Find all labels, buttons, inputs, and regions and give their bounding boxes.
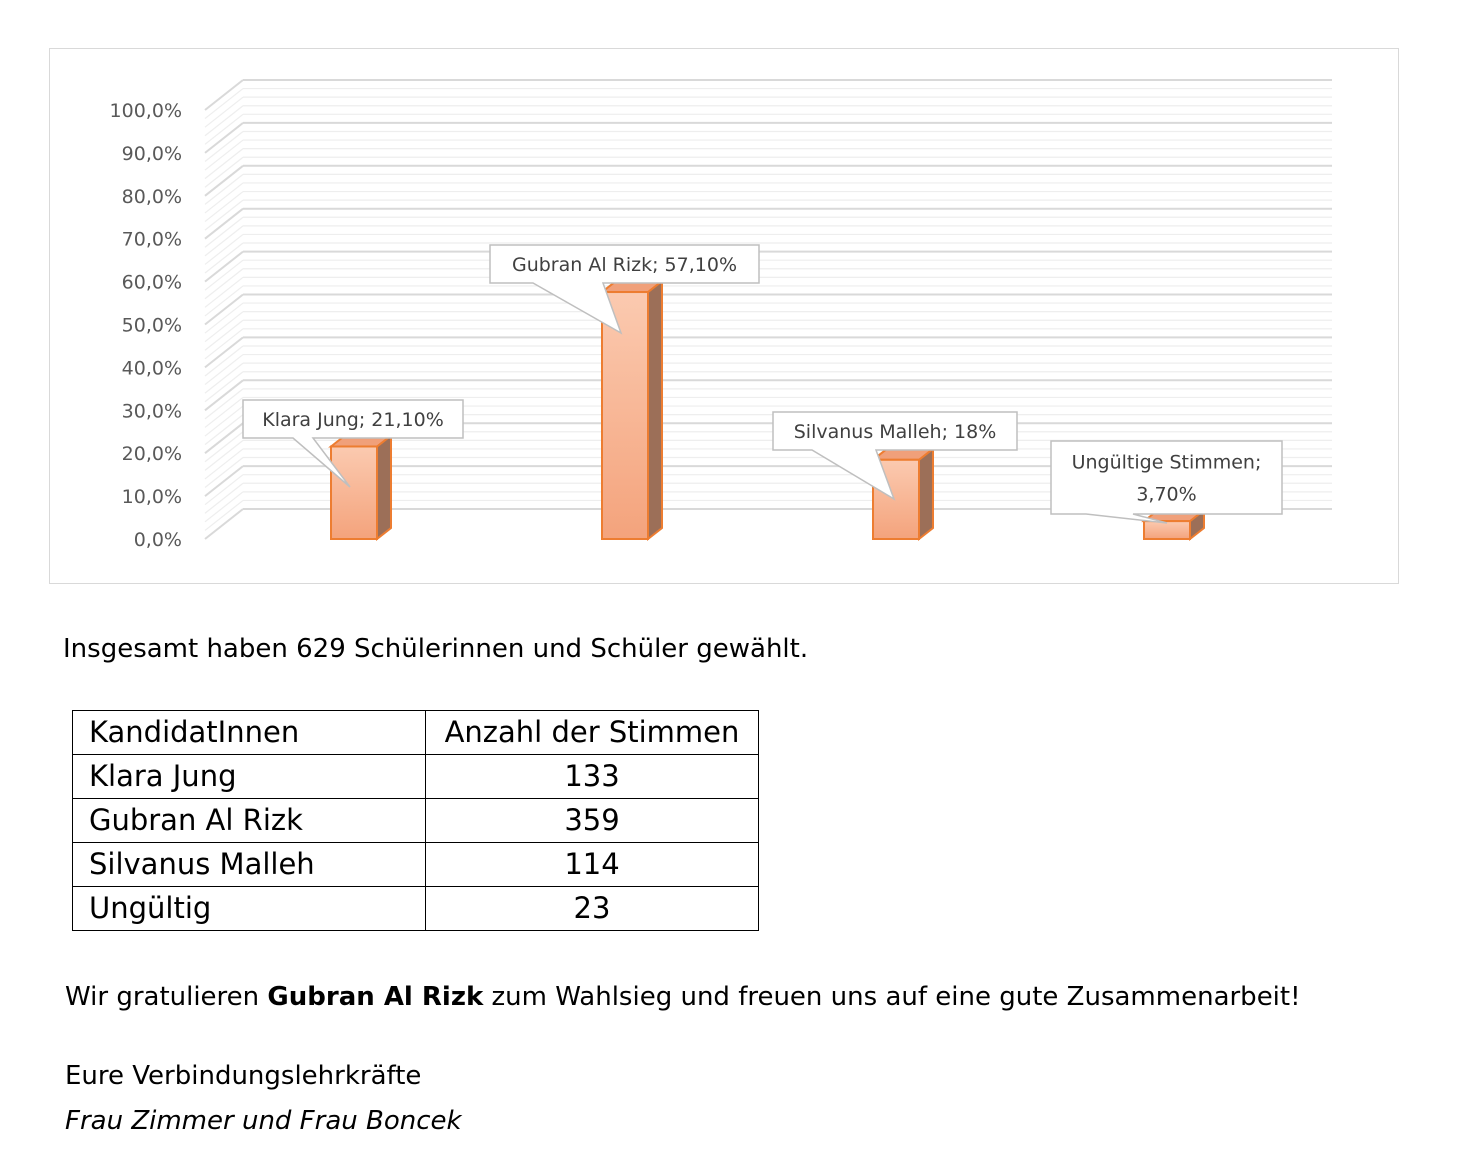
minor-gridline-side <box>205 286 243 316</box>
minor-gridline-side <box>205 449 243 479</box>
minor-gridline-side <box>205 406 243 436</box>
y-tick-label: 40,0% <box>121 357 182 380</box>
congrats-before: Wir gratulieren <box>65 982 268 1012</box>
candidate-name: Klara Jung <box>73 755 426 799</box>
summary-text: Insgesamt haben 629 Schülerinnen und Schüler gewählt. <box>63 634 809 664</box>
minor-gridline-side <box>205 355 243 385</box>
data-label: Ungültige Stimmen; <box>1071 451 1262 474</box>
y-tick-label: 10,0% <box>121 486 182 509</box>
minor-gridline-side <box>205 277 243 307</box>
minor-gridline-side <box>205 475 243 505</box>
vote-chart <box>49 48 1399 584</box>
y-tick-label: 90,0% <box>121 142 182 165</box>
y-tick-label: 30,0% <box>121 400 182 423</box>
vote-chart-svg <box>50 49 1400 585</box>
minor-gridline-side <box>205 269 243 299</box>
minor-gridline-side <box>205 97 243 127</box>
minor-gridline-side <box>205 372 243 402</box>
signature-line-2: Frau Zimmer und Frau Boncek <box>65 1106 462 1136</box>
data-label: 3,70% <box>1136 483 1197 506</box>
data-label-callout <box>1051 441 1282 523</box>
minor-gridline-side <box>205 226 243 256</box>
minor-gridline-side <box>205 131 243 161</box>
minor-gridline-side <box>205 303 243 333</box>
minor-gridline-side <box>205 192 243 222</box>
minor-gridline-side <box>205 217 243 247</box>
major-gridline-side <box>205 380 243 410</box>
winner-name: Gubran Al Rizk <box>267 982 484 1012</box>
minor-gridline-side <box>205 397 243 427</box>
data-label: Silvanus Malleh; 18% <box>793 421 997 443</box>
table-row <box>73 887 759 931</box>
minor-gridline-side <box>205 492 243 522</box>
minor-gridline-side <box>205 174 243 204</box>
y-tick-label: 0,0% <box>133 529 182 551</box>
vote-count: 359 <box>426 799 759 843</box>
minor-gridline-side <box>205 140 243 170</box>
y-tick-label: 70,0% <box>121 228 182 251</box>
minor-gridline-side <box>205 149 243 179</box>
major-gridline-side <box>205 209 243 239</box>
data-label: Gubran Al Rizk; 57,10% <box>511 254 738 276</box>
candidate-name: Silvanus Malleh <box>73 843 426 887</box>
minor-gridline-side <box>205 346 243 376</box>
minor-gridline-side <box>205 106 243 136</box>
y-tick-label: 100,0% <box>109 100 182 122</box>
congrats-text <box>65 982 1301 1012</box>
minor-gridline-side <box>205 234 243 264</box>
minor-gridline-side <box>205 183 243 213</box>
major-gridline-side <box>205 337 243 367</box>
bar <box>331 435 391 539</box>
header-candidates: KandidatInnen <box>73 711 426 755</box>
bar-side-face <box>377 435 391 539</box>
minor-gridline-side <box>205 260 243 290</box>
bar-front-face <box>331 446 377 539</box>
minor-gridline-side <box>205 440 243 470</box>
major-gridline-side <box>205 252 243 282</box>
y-tick-label: 50,0% <box>121 314 182 337</box>
minor-gridline-side <box>205 483 243 513</box>
minor-gridline-side <box>205 389 243 419</box>
data-label: Klara Jung; 21,10% <box>262 409 444 431</box>
minor-gridline-side <box>205 500 243 530</box>
minor-gridline-side <box>205 458 243 488</box>
vote-count: 133 <box>426 755 759 799</box>
major-gridline-side <box>205 295 243 325</box>
minor-gridline-side <box>205 157 243 187</box>
candidate-name: Gubran Al Rizk <box>73 799 426 843</box>
vote-count: 114 <box>426 843 759 887</box>
y-tick-label: 20,0% <box>121 443 182 466</box>
bar-front-face <box>1144 521 1190 539</box>
major-gridline-side <box>205 423 243 453</box>
minor-gridline-side <box>205 312 243 342</box>
minor-gridline-side <box>205 200 243 230</box>
table-header-row <box>73 711 759 755</box>
minor-gridline-side <box>205 320 243 350</box>
bar-front-face <box>602 292 648 539</box>
table-row <box>73 843 759 887</box>
minor-gridline-side <box>205 114 243 144</box>
minor-gridline-side <box>205 363 243 393</box>
minor-gridline-side <box>205 243 243 273</box>
table-row <box>73 755 759 799</box>
minor-gridline-side <box>205 432 243 462</box>
candidate-name: Ungültig <box>73 887 426 931</box>
y-tick-label: 80,0% <box>121 185 182 208</box>
vote-count: 23 <box>426 887 759 931</box>
major-gridline-side <box>205 80 243 110</box>
congrats-after: zum Wahlsieg und freuen uns auf eine gute Zusammenarbeit! <box>483 982 1301 1012</box>
bar-side-face <box>919 449 933 539</box>
major-gridline-side <box>205 466 243 496</box>
minor-gridline-side <box>205 89 243 119</box>
votes-table <box>72 710 759 931</box>
major-gridline-side <box>205 509 243 539</box>
minor-gridline-side <box>205 415 243 445</box>
bar-side-face <box>648 281 662 539</box>
major-gridline-side <box>205 166 243 196</box>
major-gridline-side <box>205 123 243 153</box>
bar <box>873 449 933 539</box>
header-votes: Anzahl der Stimmen <box>426 711 759 755</box>
signature-line-1: Eure Verbindungslehrkräfte <box>65 1061 422 1091</box>
minor-gridline-side <box>205 329 243 359</box>
table-row <box>73 799 759 843</box>
y-tick-label: 60,0% <box>121 271 182 294</box>
